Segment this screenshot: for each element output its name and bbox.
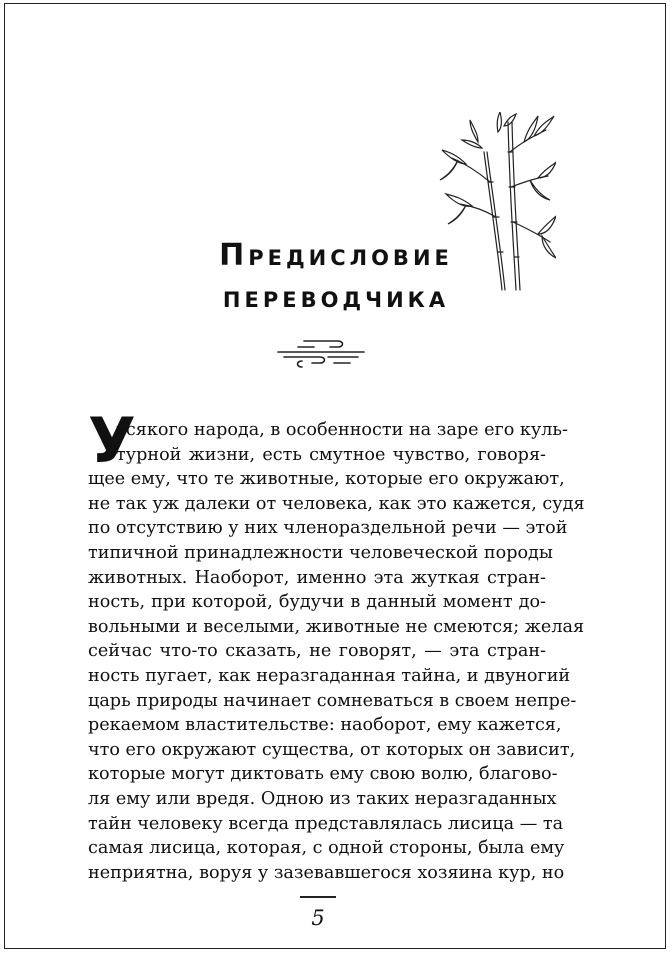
- text-line: самая лисица, которая, с одной стороны, была ему: [88, 838, 565, 859]
- text-line: рекаемом властительстве: наоборот, ему кажется,: [88, 715, 562, 736]
- drop-cap-letter: У: [88, 404, 136, 477]
- chapter-title-line-1: Предисловие: [219, 238, 453, 273]
- text-line: всякого народа, в особенности на заре его куль-: [116, 420, 568, 440]
- text-line: типичной принадлежности человеческой породы: [88, 542, 553, 563]
- text-line: которые могут диктовать ему свою волю, благово-: [88, 764, 558, 785]
- text-line: ность пугает, как неразгаданная тайна, и двуногий: [88, 665, 571, 686]
- text-line: по отсутствию у них членораздельной речи — этой: [88, 518, 568, 539]
- page-number: 5: [311, 906, 325, 930]
- chapter-title-line-2: переводчика: [222, 280, 450, 315]
- page-number-rule: [300, 896, 336, 898]
- text-line: что его окружают существа, от которых он зависит,: [88, 739, 576, 760]
- preface-body-text: [88, 418, 585, 885]
- text-line: животных. Наоборот, именно эта жуткая стран-: [88, 567, 546, 588]
- text-line: ля ему или вредя. Одною из таких неразгаданных: [88, 788, 557, 809]
- text-line: царь природы начинает сомневаться в своем непре-: [88, 690, 577, 711]
- text-line: сейчас что-то сказать, не говорят, — эта стран-: [88, 641, 546, 662]
- cloud-ornament-icon: [274, 333, 368, 371]
- text-line: тайн человеку всегда представлялась лисица — та: [88, 813, 564, 834]
- text-line: ность, при которой, будучи в данный момент до-: [88, 592, 546, 613]
- text-line: щее ему, что те животные, которые его окружают,: [88, 469, 565, 490]
- text-line: неприятна, воруя у зазевавшегося хозяина кур, но: [88, 862, 565, 883]
- text-line: турной жизни, есть смутное чувство, говоря-: [116, 444, 546, 465]
- text-line: не так уж далеки от человека, как это кажется, судя: [88, 493, 585, 514]
- text-line: вольными и веселыми, животные не смеются; желая: [88, 616, 585, 637]
